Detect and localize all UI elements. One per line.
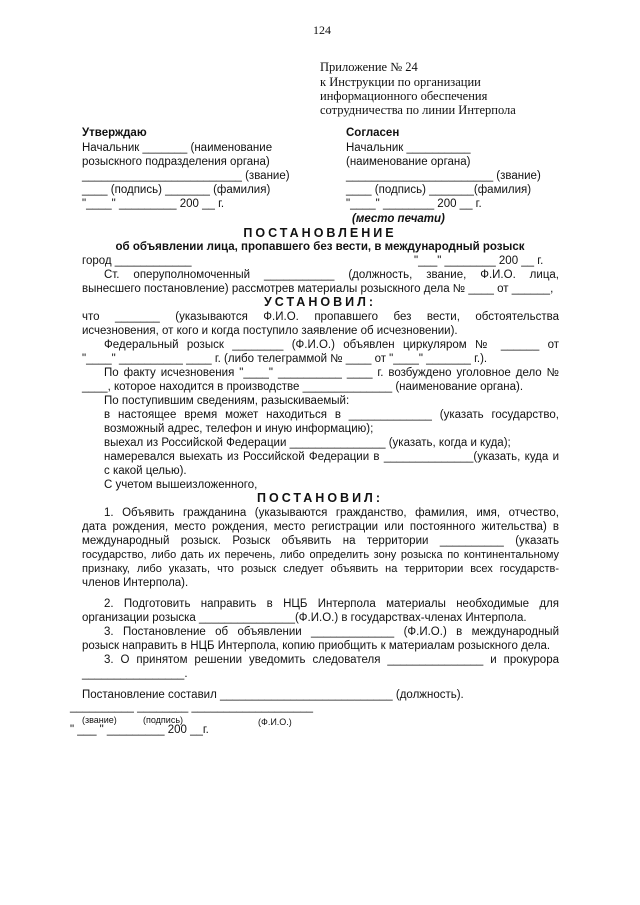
decree-title: ПОСТАНОВЛЕНИЕ [243, 226, 397, 240]
agree-title: Согласен [346, 127, 400, 139]
approve-date: "____" _________ 200 __ г. [82, 198, 225, 210]
signature-label-rank: (звание) [82, 715, 117, 725]
city-line: город ____________ [82, 255, 192, 267]
signature-label-sign: (подпись) [143, 715, 184, 725]
established-line-8: в настоящее время может находиться в _____________ (указать государство, [104, 409, 559, 421]
established-line-9: возможный адрес, телефон и иную информацию); [104, 423, 374, 435]
established-line-10: выехал из Российской Федерации _______________ (указать, когда и куда); [104, 437, 511, 449]
resolved-line-12: ________________. [82, 668, 188, 680]
resolved-line-11: 3. О принятом решении уведомить следователя _______________ и прокурора [104, 654, 559, 666]
resolved-line-7: 2. Подготовить направить в НЦБ Интерпола материалы необходимые для [104, 598, 559, 610]
intro-line-1: Ст. оперуполномоченный ___________ (должность, звание, Ф.И.О. лица, [104, 269, 559, 281]
resolved-title: ПОСТАНОВИЛ: [257, 491, 383, 505]
established-line-5: По факту исчезновения "____" __________ ____ г. возбуждено уголовное дело № [104, 367, 559, 379]
established-line-1: что _______ (указываются Ф.И.О. пропавшего без вести, обстоятельства [82, 311, 559, 323]
resolved-line-9: 3. Постановление об объявлении _____________ (Ф.И.О.) в международный [104, 626, 559, 638]
approve-line-2: розыскного подразделения органа) [82, 156, 270, 168]
resolved-line-8: организации розыска _______________(Ф.И.О.) в государствах-членах Интерпола. [82, 612, 527, 624]
resolved-line-3: международный розыск. Розыск объявить на территории __________ (указать [82, 535, 559, 547]
established-line-6: ____, которое находится в производстве ______________ (наименование органа). [82, 381, 524, 393]
resolved-line-4: государство, либо дать их перечень, либо определить зону розыска по континентальному [82, 549, 559, 561]
resolved-line-10: розыск направить в НЦБ Интерпола, копию приобщить к материалам розыскного дела. [82, 640, 551, 652]
approve-line-1: Начальник _______ (наименование [82, 142, 273, 154]
signature-blanks: __________ ________ ___________________ [70, 701, 314, 713]
composed-line: Постановление составил ___________________________ (должность). [82, 689, 464, 701]
resolved-line-1: 1. Объявить гражданина (указываются гражданство, фамилия, имя, отчество, [104, 507, 559, 519]
resolved-line-2: дата рождения, место рождения, место регистрации или постоянного жительства) в [82, 521, 559, 533]
resolved-line-6: членов Интерпола). [82, 577, 189, 589]
agree-line-1: Начальник __________ [346, 142, 471, 154]
agree-line-2: (наименование органа) [346, 156, 471, 168]
approve-title: Утверждаю [82, 127, 147, 139]
established-line-12: с какой целью). [104, 465, 187, 477]
appendix-line-3: информационного обеспечения [320, 89, 488, 103]
stamp-place: (место печати) [352, 213, 445, 225]
decree-date: "___" ________ 200 __ г. [414, 255, 544, 267]
appendix-line-2: к Инструкции по организации [320, 75, 481, 89]
intro-line-2: вынесшего постановление) рассмотрев материалы розыскного дела № ____ от ______, [82, 283, 554, 295]
established-line-13: С учетом вышеизложенного, [104, 479, 258, 491]
established-line-2: исчезновения, от кого и когда поступило заявление об исчезновении). [82, 325, 458, 337]
appendix-line-1: Приложение № 24 [320, 60, 418, 74]
established-line-4: "____" __________ ____ г. (либо телеграммой № ____ от "____" _______ г.). [82, 353, 488, 365]
approve-line-4: ____ (подпись) _______ (фамилия) [82, 184, 271, 196]
approve-line-3: _________________________ (звание) [82, 170, 290, 182]
final-date: " ___ " _________ 200 __г. [70, 724, 209, 736]
agree-date: "____" ________ 200 __ г. [346, 198, 482, 210]
established-title: УСТАНОВИЛ: [263, 295, 377, 309]
decree-subtitle: об объявлении лица, пропавшего без вести, в международный розыск [115, 241, 525, 253]
established-line-3: Федеральный розыск ________ (Ф.И.О.) объявлен циркуляром № ______ от [104, 339, 559, 351]
established-line-7: По поступившим сведениям, разыскиваемый: [104, 395, 350, 407]
appendix-line-4: сотрудничества по линии Интерпола [320, 103, 516, 117]
agree-line-4: ____ (подпись) _______(фамилия) [346, 184, 532, 196]
agree-line-3: _______________________ (звание) [346, 170, 541, 182]
page-number: 124 [313, 23, 331, 37]
established-line-11: намеревался выехать из Российской Федерации в ______________(указать, куда и [104, 451, 559, 463]
resolved-line-5: признаку, либо указать, что розыск следует объявить на территории всех государств- [82, 563, 559, 575]
signature-label-name: (Ф.И.О.) [258, 717, 292, 727]
